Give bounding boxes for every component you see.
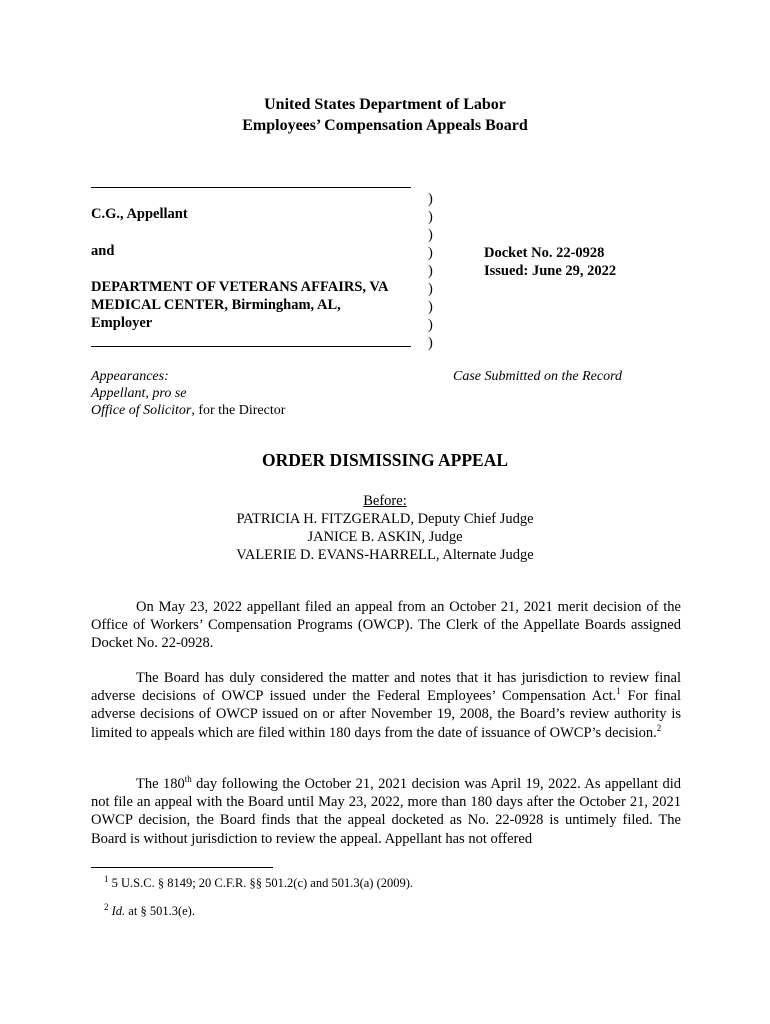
footnote-1: [104, 873, 414, 891]
paren: ): [428, 245, 433, 261]
appellant-pro-se: Appellant, pro se: [91, 386, 187, 401]
footnote-2: [104, 901, 195, 919]
paragraph-3: [91, 775, 681, 848]
paragraph-2-text-b: For final adverse decisions of OWCP issued on or after November 19, 2008, the Board’s review authority is limited to appeals which are filed within 180 days from the date of issuance of OWCP’s decision.: [91, 688, 681, 741]
footnote-1-text: 5 U.S.C. § 8149; 20 C.F.R. §§ 501.2(c) and 501.3(a) (2009).: [111, 876, 414, 890]
appellant-name: C.G., Appellant: [91, 206, 188, 222]
employer-line-1: DEPARTMENT OF VETERANS AFFAIRS, VA: [91, 279, 389, 295]
appearances-label: Appearances:: [91, 369, 169, 384]
judge-3: VALERIE D. EVANS-HARRELL, Alternate Judge: [236, 547, 534, 563]
caption-parentheses: [428, 190, 433, 352]
judge-2: JANICE B. ASKIN, Judge: [307, 529, 463, 545]
paragraph-2-text-a: The Board has duly considered the matter and notes that it has jurisdiction to review final adverse decisions of OWCP issued under the Federal Employees’ Compensation Act.: [91, 670, 681, 705]
caption-top-rule: [91, 187, 411, 188]
solicitor-office: Office of Solicitor: [91, 403, 192, 418]
docket-number: Docket No. 22-0928: [484, 245, 605, 261]
before-label: Before:: [363, 493, 407, 509]
agency-name: United States Department of Labor: [264, 96, 506, 113]
employer-block: [91, 278, 388, 332]
paragraph-3-text-a: The 180: [136, 776, 185, 792]
paren: ): [428, 281, 433, 297]
employer-line-2: MEDICAL CENTER, Birmingham, AL,: [91, 297, 341, 313]
paren: ): [428, 227, 433, 243]
footnote-2-text: at § 501.3(e).: [125, 904, 195, 918]
order-title: ORDER DISMISSING APPEAL: [261, 450, 509, 470]
paragraph-2: [91, 669, 681, 742]
footnote-ref-2: 2: [656, 722, 662, 733]
paren: ): [428, 209, 433, 225]
paragraph-1: On May 23, 2022 appellant filed an appeal from an October 21, 2021 merit decision of the Office of Workers’ Compensation Programs (OWCP). The Clerk of the Appellate Boards assigned Docket No. 22-0928.: [91, 599, 681, 652]
appearances-block: [91, 368, 285, 419]
caption-bottom-rule: [91, 346, 411, 347]
caption-and: and: [91, 243, 115, 259]
paren: ): [428, 317, 433, 333]
paren: ): [428, 335, 433, 351]
footnote-1-number: 1: [104, 873, 109, 884]
paragraph-3-text-b: day following the October 21, 2021 decision was April 19, 2022. As appellant did not file an appeal with the Board until May 23, 2022, more than 180 days after the October 21, 2021 OWCP decision, the Board finds that the appeal docketed as No. 22-0928 is untimely filed. The Board is without jurisdiction to review the appeal. Appellant has not offered: [91, 776, 682, 847]
solicitor-line: [91, 402, 285, 419]
case-submitted: Case Submitted on the Record: [453, 369, 623, 384]
footnote-2-id: Id.: [111, 904, 126, 918]
ordinal-suffix: th: [184, 774, 192, 785]
paren: ): [428, 191, 433, 207]
paren: ): [428, 299, 433, 315]
panel-block: [0, 492, 770, 564]
judge-1: PATRICIA H. FITZGERALD, Deputy Chief Judge: [236, 511, 534, 527]
solicitor-role: , for the Director: [191, 403, 286, 418]
footnote-rule: [91, 867, 273, 868]
footnote-ref-1: 1: [616, 686, 621, 697]
docket-block: [484, 244, 616, 280]
employer-line-3: Employer: [91, 315, 153, 331]
agency-header: [0, 94, 770, 136]
paren: ): [428, 263, 433, 279]
footnote-2-number: 2: [104, 901, 109, 912]
issued-date: Issued: June 29, 2022: [484, 263, 617, 279]
board-name: Employees’ Compensation Appeals Board: [242, 117, 528, 134]
